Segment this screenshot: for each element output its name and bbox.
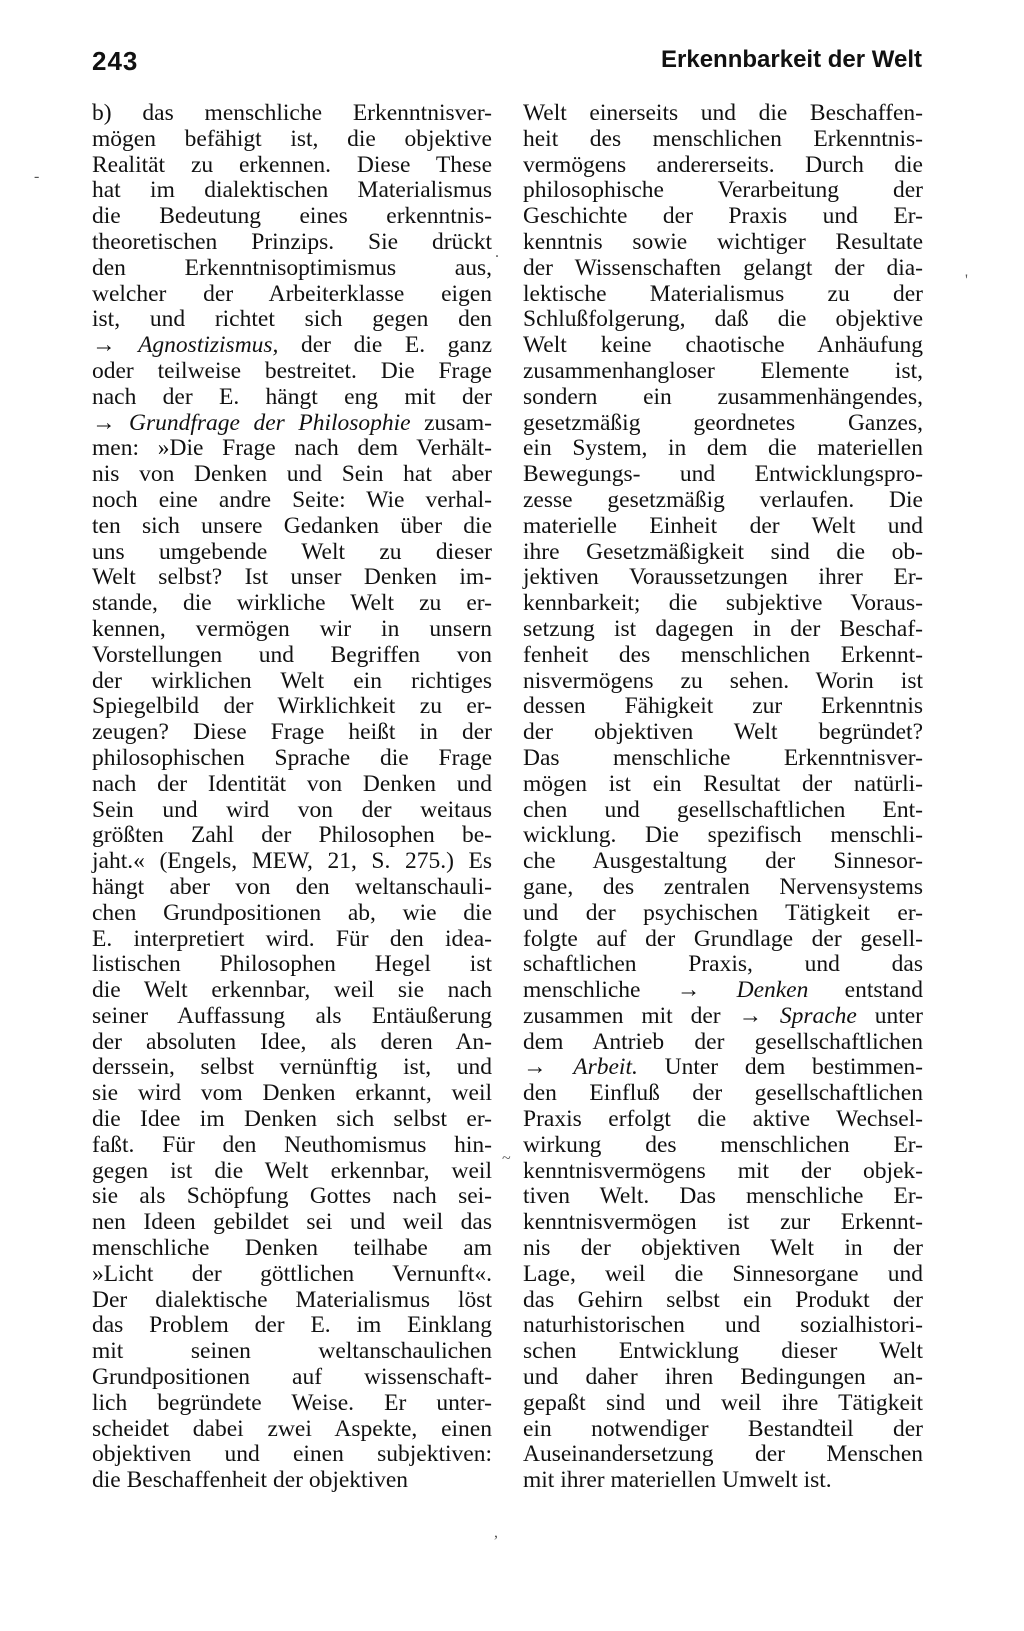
text-line	[92, 978, 492, 1004]
text-segment: ihre Gesetzmäßigkeit sind die ob-	[523, 538, 923, 565]
text-line	[523, 772, 923, 798]
text-segment: zusammenhangloser Elemente ist,	[523, 357, 923, 384]
text-line	[92, 875, 492, 901]
text-segment: nach der E. hängt eng mit der	[92, 383, 492, 410]
text-line	[92, 436, 492, 462]
text-segment: che Ausgestaltung der Sinnesor-	[523, 848, 923, 875]
text-line	[523, 540, 923, 566]
text-segment: setzung ist dagegen in der Beschaf-	[523, 615, 923, 642]
text-segment: gegen ist die Welt erkennbar, weil	[92, 1157, 492, 1184]
text-line	[523, 1417, 923, 1443]
text-line	[92, 462, 492, 488]
text-line	[92, 1159, 492, 1185]
scan-mark: .	[495, 244, 499, 261]
text-segment: jektiven Voraussetzungen ihrer Er-	[523, 564, 923, 591]
text-segment: zesse gesetzmäßig verlaufen. Die	[523, 486, 923, 513]
text-segment: wirkung des menschlichen Er-	[523, 1131, 923, 1158]
text-line	[523, 875, 923, 901]
text-line	[523, 1442, 923, 1468]
text-segment: Realität zu erkennen. Diese These	[92, 151, 492, 178]
text-segment: Geschichte der Praxis und Er-	[523, 203, 923, 230]
cross-reference: Grundfrage der Philosophie	[129, 409, 411, 436]
text-line	[92, 256, 492, 282]
text-segment: mit seinen weltanschaulichen	[92, 1338, 492, 1365]
cross-reference: Agnostizismus,	[138, 332, 279, 359]
text-segment: nisvermögens zu sehen. Worin ist	[523, 667, 923, 694]
text-segment: »Licht der göttlichen Vernunft«.	[92, 1260, 492, 1287]
text-line	[523, 1081, 923, 1107]
text-segment: die Welt erkennbar, weil sie nach	[92, 977, 492, 1004]
text-line	[523, 514, 923, 540]
text-segment: hat im dialektischen Materialismus	[92, 177, 492, 204]
text-segment: Welt keine chaotische Anhäufung	[523, 332, 923, 359]
text-segment: Bewegungs- und Entwicklungspro-	[523, 461, 923, 488]
text-line	[523, 669, 923, 695]
text-segment: ein System, in dem die materiellen	[523, 435, 923, 462]
text-segment: gane, des zentralen Nervensystems	[523, 873, 923, 900]
text-segment: materielle Einheit der Welt und	[523, 512, 923, 539]
text-line	[523, 901, 923, 927]
text-segment: sondern ein zusammenhängendes,	[523, 383, 923, 410]
text-segment: scheidet dabei zwei Aspekte, einen	[92, 1415, 492, 1442]
text-line	[523, 1313, 923, 1339]
text-line	[92, 1313, 492, 1339]
text-line	[92, 514, 492, 540]
text-segment: chen Grundpositionen ab, wie die	[92, 899, 492, 926]
text-line	[523, 823, 923, 849]
text-line	[92, 591, 492, 617]
text-line	[523, 565, 923, 591]
text-segment: die Beschaffenheit der objektiven	[92, 1467, 409, 1494]
text-line	[523, 1107, 923, 1133]
text-line	[92, 694, 492, 720]
text-segment: philosophische Verarbeitung der	[523, 177, 923, 204]
text-line	[92, 1391, 492, 1417]
text-segment: schaftlichen Praxis, und das	[523, 951, 923, 978]
text-line	[92, 307, 492, 333]
text-segment: welcher der Arbeiterklasse eigen	[92, 280, 492, 307]
text-segment: die Bedeutung eines erkenntnis-	[92, 203, 492, 230]
text-segment: stande, die wirkliche Welt zu er-	[92, 590, 492, 617]
text-segment: der objektiven Welt begründet?	[523, 719, 923, 746]
text-line	[523, 1159, 923, 1185]
text-segment: Sein und wird von der weitaus	[92, 796, 492, 823]
text-line	[523, 746, 923, 772]
text-segment: der Wissenschaften gelangt der dia-	[523, 254, 923, 281]
text-line	[523, 1365, 923, 1391]
text-line	[523, 385, 923, 411]
text-line	[92, 1055, 492, 1081]
text-line	[92, 1288, 492, 1314]
text-line	[92, 1210, 492, 1236]
text-segment: theoretischen Prinzips. Sie drückt	[92, 228, 492, 255]
text-segment: Welt einerseits und die Beschaffen-	[523, 100, 923, 126]
text-line	[523, 101, 923, 127]
text-line	[92, 204, 492, 230]
text-segment: Praxis erfolgt die aktive Wechsel-	[523, 1106, 923, 1133]
scan-mark: ~	[502, 1150, 511, 1167]
text-segment: dem Antrieb der gesellschaftlichen	[523, 1028, 923, 1055]
text-segment: faßt. Für den Neuthomismus hin-	[92, 1131, 492, 1158]
text-line	[92, 1081, 492, 1107]
text-segment: menschliche Denken teilhabe am	[92, 1235, 492, 1262]
text-line	[523, 1391, 923, 1417]
text-line	[523, 256, 923, 282]
text-line	[92, 1262, 492, 1288]
text-line	[92, 1004, 492, 1030]
text-line	[523, 798, 923, 824]
text-segment: zeugen? Diese Frage heißt in der	[92, 719, 492, 746]
text-segment: lich begründete Weise. Er unter-	[92, 1389, 492, 1416]
text-line	[523, 694, 923, 720]
text-line	[92, 230, 492, 256]
text-segment: kennen, vermögen wir in unsern	[92, 615, 492, 642]
text-segment: Auseinandersetzung der Menschen	[523, 1441, 923, 1468]
text-line	[92, 849, 492, 875]
text-line	[92, 617, 492, 643]
text-segment: tiven Welt. Das menschliche Er-	[523, 1183, 923, 1210]
text-segment: kenntnis sowie wichtiger Resultate	[523, 228, 923, 255]
text-line	[523, 952, 923, 978]
text-segment: das Gehirn selbst ein Produkt der	[523, 1286, 923, 1313]
text-line	[92, 798, 492, 824]
text-line	[523, 617, 923, 643]
text-line	[523, 359, 923, 385]
text-segment: wicklung. Die spezifisch menschli-	[523, 822, 923, 849]
text-segment: →	[92, 409, 130, 436]
scan-mark: -	[34, 168, 40, 185]
text-segment: unter	[856, 1002, 923, 1029]
text-segment: vermögens andererseits. Durch die	[523, 151, 923, 178]
text-line	[92, 772, 492, 798]
text-segment: seiner Auffassung als Entäußerung	[92, 1002, 492, 1029]
text-segment: ein notwendiger Bestandteil der	[523, 1415, 923, 1442]
text-line	[92, 1468, 492, 1494]
text-line	[523, 1262, 923, 1288]
text-segment: Der dialektische Materialismus löst	[92, 1286, 492, 1313]
text-line	[523, 1004, 923, 1030]
text-segment: folgte auf der Grundlage der gesell-	[523, 925, 923, 952]
running-head-title: Erkennbarkeit der Welt	[661, 46, 922, 73]
text-line	[523, 178, 923, 204]
text-line	[523, 1030, 923, 1056]
text-line	[92, 1030, 492, 1056]
text-line	[523, 204, 923, 230]
text-segment: →	[92, 332, 139, 359]
text-line	[92, 178, 492, 204]
text-line	[523, 333, 923, 359]
text-line	[92, 540, 492, 566]
text-segment: zusam-	[410, 409, 492, 436]
text-segment: uns umgebende Welt zu dieser	[92, 538, 492, 565]
text-segment: oder teilweise bestreitet. Die Frage	[92, 357, 492, 384]
text-segment: und daher ihren Bedingungen an-	[523, 1364, 923, 1391]
cross-reference: Arbeit.	[573, 1054, 638, 1081]
text-segment: nis der objektiven Welt in der	[523, 1235, 923, 1262]
text-segment: men: »Die Frage nach dem Verhält-	[92, 435, 492, 462]
text-line	[92, 1339, 492, 1365]
text-line	[92, 669, 492, 695]
scan-mark: '	[965, 272, 968, 289]
text-line	[523, 153, 923, 179]
text-line	[523, 978, 923, 1004]
text-segment: Spiegelbild der Wirklichkeit zu er-	[92, 693, 492, 720]
text-line	[92, 1184, 492, 1210]
text-line	[523, 720, 923, 746]
text-line	[92, 823, 492, 849]
text-segment: der die E. ganz	[278, 332, 492, 359]
text-line	[92, 153, 492, 179]
text-line	[523, 436, 923, 462]
text-segment: jaht.« (Engels, MEW, 21, S. 275.) Es	[92, 848, 492, 875]
text-line	[523, 1184, 923, 1210]
text-line	[523, 462, 923, 488]
text-line	[523, 230, 923, 256]
text-segment: nach der Identität von Denken und	[92, 770, 492, 797]
text-segment: den Erkenntnisoptimismus aus,	[92, 254, 492, 281]
text-segment: →	[523, 1054, 574, 1081]
text-line	[523, 1133, 923, 1159]
text-line	[523, 643, 923, 669]
text-segment: kenntnisvermögens mit der objek-	[523, 1157, 923, 1184]
text-line	[523, 1236, 923, 1262]
text-segment: zusammen mit der →	[523, 1002, 780, 1029]
text-column-right	[523, 101, 923, 1494]
text-segment: ten sich unsere Gedanken über die	[92, 512, 492, 539]
text-line	[523, 1210, 923, 1236]
text-line	[92, 488, 492, 514]
text-segment: das Problem der E. im Einklang	[92, 1312, 492, 1339]
text-segment: noch eine andre Seite: Wie verhal-	[92, 486, 492, 513]
text-segment: mögen ist ein Resultat der natürli-	[523, 770, 923, 797]
text-segment: lektische Materialismus zu der	[523, 280, 923, 307]
text-line	[92, 952, 492, 978]
text-line	[92, 385, 492, 411]
text-segment: der absoluten Idee, als deren An-	[92, 1028, 492, 1055]
text-segment: objektiven und einen subjektiven:	[92, 1441, 492, 1468]
text-line	[92, 1236, 492, 1262]
text-line	[92, 359, 492, 385]
text-segment: derssein, selbst vernünftig ist, und	[92, 1054, 492, 1081]
text-line	[92, 411, 492, 437]
text-segment: Das menschliche Erkenntnisver-	[523, 744, 923, 771]
text-line	[92, 720, 492, 746]
text-column-left	[92, 101, 492, 1494]
text-segment: gepaßt sind und weil ihre Tätigkeit	[523, 1389, 923, 1416]
cross-reference: Denken	[736, 977, 809, 1004]
text-line	[92, 565, 492, 591]
page-number: 243	[92, 46, 139, 76]
text-line	[92, 1442, 492, 1468]
text-segment: schen Entwicklung dieser Welt	[523, 1338, 923, 1365]
text-line	[92, 101, 492, 127]
text-line	[523, 1288, 923, 1314]
text-segment: E. interpretiert wird. Für den idea-	[92, 925, 492, 952]
text-segment: chen und gesellschaftlichen Ent-	[523, 796, 923, 823]
text-segment: sie wird vom Denken erkannt, weil	[92, 1080, 492, 1107]
cross-reference: Sprache	[779, 1002, 857, 1029]
text-segment: mit ihrer materiellen Umwelt ist.	[523, 1467, 832, 1494]
text-segment: den Einfluß der gesellschaftlichen	[523, 1080, 923, 1107]
text-line	[523, 411, 923, 437]
text-line	[92, 901, 492, 927]
text-segment: nen Ideen gebildet sei und weil das	[92, 1209, 492, 1236]
text-line	[92, 1107, 492, 1133]
text-line	[92, 1133, 492, 1159]
text-segment: hängt aber von den weltanschauli-	[92, 873, 492, 900]
text-segment: ist, und richtet sich gegen den	[92, 306, 492, 333]
text-segment: Lage, weil die Sinnesorgane und	[523, 1260, 923, 1287]
text-segment: der wirklichen Welt ein richtiges	[92, 667, 492, 694]
text-line	[523, 591, 923, 617]
text-line	[92, 333, 492, 359]
text-line	[92, 127, 492, 153]
text-line	[92, 1417, 492, 1443]
text-segment: fenheit des menschlichen Erkennt-	[523, 641, 923, 668]
text-segment: kenntnisvermögen ist zur Erkennt-	[523, 1209, 923, 1236]
text-line	[92, 927, 492, 953]
text-line	[523, 1468, 923, 1494]
text-segment: Welt selbst? Ist unser Denken im-	[92, 564, 492, 591]
text-segment: Vorstellungen und Begriffen von	[92, 641, 492, 668]
text-line	[523, 927, 923, 953]
text-line	[92, 746, 492, 772]
text-segment: b) das menschliche Erkenntnisver-	[92, 100, 492, 126]
text-line	[523, 127, 923, 153]
text-segment: sie als Schöpfung Gottes nach sei-	[92, 1183, 492, 1210]
text-segment: dessen Fähigkeit zur Erkenntnis	[523, 693, 923, 720]
text-segment: mögen befähigt ist, die objektive	[92, 125, 492, 152]
text-segment: kennbarkeit; die subjektive Voraus-	[523, 590, 923, 617]
text-segment: gesetzmäßig geordnetes Ganzes,	[523, 409, 923, 436]
text-line	[523, 307, 923, 333]
text-segment: nis von Denken und Sein hat aber	[92, 461, 492, 488]
text-line	[523, 1339, 923, 1365]
scan-mark: ,	[494, 1524, 498, 1541]
text-line	[92, 282, 492, 308]
text-segment: entstand	[808, 977, 923, 1004]
text-line	[92, 643, 492, 669]
text-segment: Grundpositionen auf wissenschaft-	[92, 1364, 492, 1391]
text-line	[92, 1365, 492, 1391]
text-segment: heit des menschlichen Erkenntnis-	[523, 125, 923, 152]
text-segment: und der psychischen Tätigkeit er-	[523, 899, 923, 926]
text-segment: listischen Philosophen Hegel ist	[92, 951, 492, 978]
text-segment: philosophischen Sprache die Frage	[92, 744, 492, 771]
text-segment: naturhistorischen und sozialhistori-	[523, 1312, 923, 1339]
text-segment: größten Zahl der Philosophen be-	[92, 822, 492, 849]
text-segment: menschliche →	[523, 977, 737, 1004]
text-line	[523, 282, 923, 308]
text-segment: die Idee im Denken sich selbst er-	[92, 1106, 492, 1133]
text-segment: Schlußfolgerung, daß die objektive	[523, 306, 923, 333]
text-segment: Unter dem bestimmen-	[637, 1054, 924, 1081]
text-line	[523, 1055, 923, 1081]
text-line	[523, 849, 923, 875]
text-line	[523, 488, 923, 514]
